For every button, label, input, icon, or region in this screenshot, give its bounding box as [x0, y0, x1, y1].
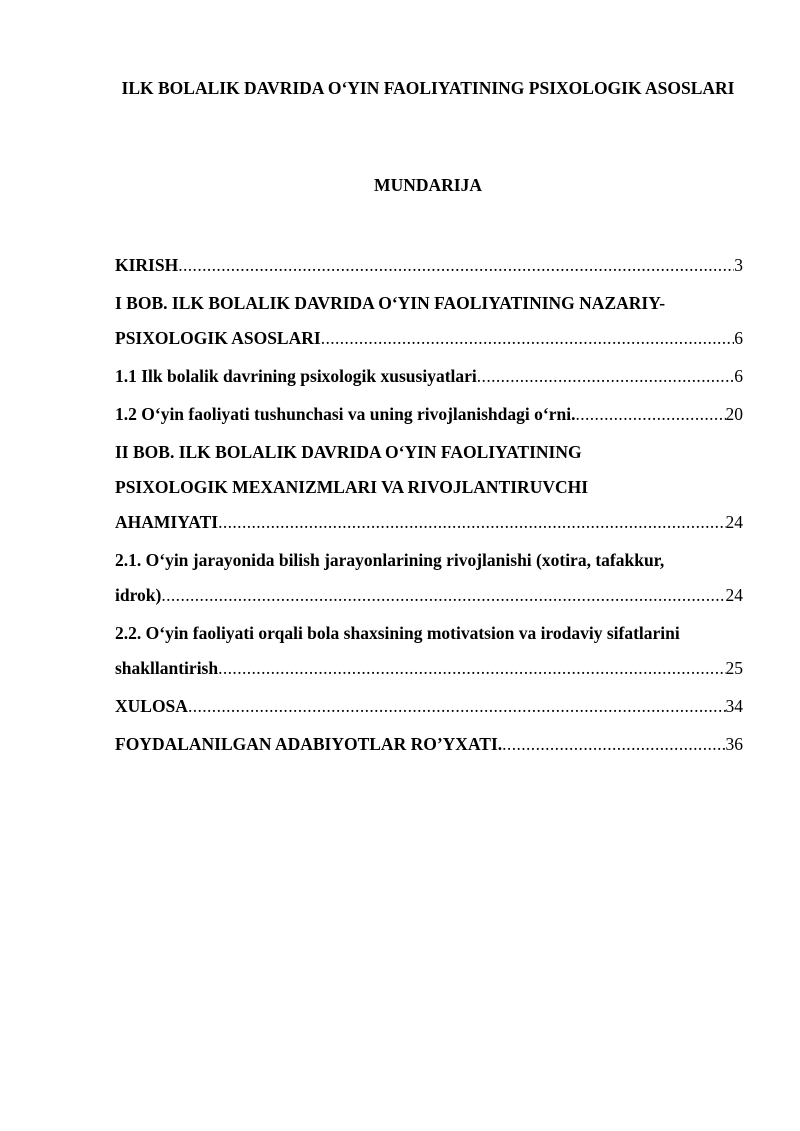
toc-page-number: 34	[725, 696, 743, 716]
toc-entry-title-line: II BOB. ILK BOLALIK DAVRIDA O‘YIN FAOLIYATINING	[115, 442, 582, 462]
toc-dot-leader	[161, 578, 725, 613]
toc-dot-leader	[188, 689, 726, 724]
toc-entry-title: idrok)	[115, 585, 162, 605]
toc-entry[interactable]	[115, 616, 743, 686]
toc-dot-leader	[178, 248, 734, 283]
toc-entry-title: FOYDALANILGAN ADABIYOTLAR RO’YXATI.	[115, 734, 503, 754]
toc-entry-title: 1.2 O‘yin faoliyati tushunchasi va uning rivojlanishdagi o‘rni.	[115, 404, 576, 424]
toc-entry-title: 1.1 Ilk bolalik davrining psixologik xususiyatlari	[115, 366, 477, 386]
toc-entry-row	[115, 248, 743, 283]
toc-entry-title: AHAMIYATI	[115, 512, 219, 532]
toc-page-number: 36	[725, 734, 743, 754]
toc-entry-row	[115, 505, 743, 540]
toc-dot-leader	[502, 727, 725, 762]
toc-entry-title: shakllantirish	[115, 658, 219, 678]
toc-page-number: 24	[725, 512, 743, 532]
toc-entry-title: KIRISH	[115, 255, 179, 275]
toc-entry[interactable]	[115, 286, 743, 356]
toc-entry[interactable]	[115, 359, 743, 394]
toc-dot-leader	[218, 651, 725, 686]
toc-page-number: 6	[734, 328, 743, 348]
toc-entry-row	[115, 727, 743, 762]
toc-page-number: 20	[725, 404, 743, 424]
toc-entry-title-line: 2.2. O‘yin faoliyati orqali bola shaxsining motivatsion va irodaviy sifatlarini	[115, 623, 680, 643]
toc-page-number: 3	[734, 255, 743, 275]
toc-heading: MUNDARIJA	[374, 175, 482, 195]
toc-entry-row	[115, 578, 743, 613]
toc-entry-row	[115, 321, 743, 356]
toc-entry-row	[115, 397, 743, 432]
toc-entry-title-line: I BOB. ILK BOLALIK DAVRIDA O‘YIN FAOLIYATINING NAZARIY-	[115, 293, 666, 313]
toc-entry-title-line: 2.1. O‘yin jarayonida bilish jarayonlarining rivojlanishi (xotira, tafakkur,	[115, 550, 665, 570]
toc-dot-leader	[477, 359, 734, 394]
toc-page-number: 24	[725, 585, 743, 605]
toc-page-number: 25	[725, 658, 743, 678]
toc-entry[interactable]	[115, 397, 743, 432]
toc-entry[interactable]	[115, 727, 743, 762]
toc-entry-title: XULOSA	[115, 696, 188, 716]
toc-page-number: 6	[734, 366, 743, 386]
toc-entry[interactable]	[115, 435, 743, 540]
toc-dot-leader	[321, 321, 735, 356]
toc-entry-title: PSIXOLOGIK ASOSLARI	[115, 328, 321, 348]
toc-entry-row	[115, 651, 743, 686]
toc-entry[interactable]	[115, 248, 743, 283]
toc-entry-row	[115, 689, 743, 724]
toc-dot-leader	[218, 505, 725, 540]
toc-entry[interactable]	[115, 543, 743, 613]
toc-entry[interactable]	[115, 689, 743, 724]
toc-dot-leader	[575, 397, 725, 432]
toc-entry-row	[115, 359, 743, 394]
document-title: ILK BOLALIK DAVRIDA O‘YIN FAOLIYATINING PSIXOLOGIK ASOSLARI	[121, 78, 735, 98]
table-of-contents	[115, 248, 743, 762]
toc-entry-title-line: PSIXOLOGIK MEXANIZMLARI VA RIVOJLANTIRUVCHI	[115, 477, 589, 497]
